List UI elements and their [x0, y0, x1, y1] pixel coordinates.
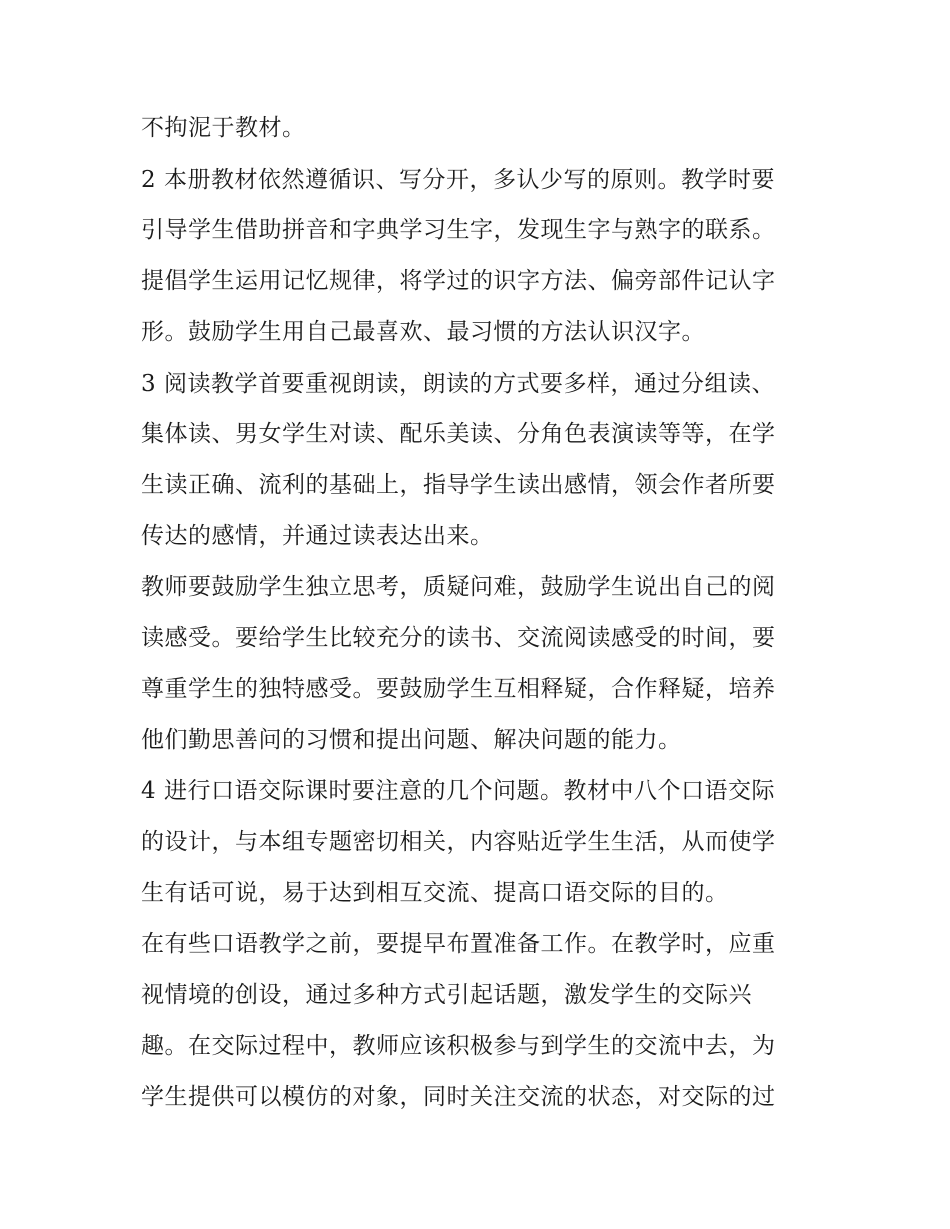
text-line: 视情境的创设，通过多种方式引起话题，激发学生的交际兴 [141, 982, 752, 1008]
text-line: 2 本册教材依然遵循识、写分开，多认少写的原则。教学时要 [141, 167, 775, 193]
text-line: 引导学生借助拼音和字典学习生字，发现生字与熟字的联系。 [141, 217, 776, 243]
text-line: 趣。在交际过程中，教师应该积极参与到学生的交流中去，为 [141, 1033, 776, 1059]
text-line: 传达的感情，并通过读表达出来。 [141, 523, 494, 549]
text-line: 提倡学生运用记忆规律，将学过的识字方法、偏旁部件记认字 [141, 268, 776, 294]
text-line: 在有些口语教学之前，要提早布置准备工作。在教学时，应重 [141, 931, 776, 957]
text-line: 不拘泥于教材。 [141, 115, 306, 141]
text-line: 生有话可说，易于达到相互交流、提高口语交际的目的。 [141, 880, 729, 906]
text-line: 读感受。要给学生比较充分的读书、交流阅读感受的时间，要 [141, 625, 776, 651]
text-line: 4 进行口语交际课时要注意的几个问题。教材中八个口语交际 [141, 778, 775, 804]
text-line: 教师要鼓励学生独立思考，质疑问难，鼓励学生说出自己的阅 [141, 574, 776, 600]
text-line: 集体读、男女学生对读、配乐美读、分角色表演读等等，在学 [141, 421, 776, 447]
text-line: 尊重学生的独特感受。要鼓励学生互相释疑，合作释疑，培养 [141, 676, 776, 702]
text-line: 形。鼓励学生用自己最喜欢、最习惯的方法认识汉字。 [141, 319, 705, 345]
text-line: 的设计，与本组专题密切相关，内容贴近学生生活，从而使学 [141, 829, 776, 855]
text-line: 学生提供可以模仿的对象，同时关注交流的状态，对交际的过 [141, 1084, 776, 1110]
text-line: 他们勤思善问的习惯和提出问题、解决问题的能力。 [141, 727, 682, 753]
text-line: 生读正确、流利的基础上，指导学生读出感情，领会作者所要 [141, 472, 776, 498]
text-line: 3 阅读教学首要重视朗读，朗读的方式要多样，通过分组读、 [141, 371, 775, 397]
